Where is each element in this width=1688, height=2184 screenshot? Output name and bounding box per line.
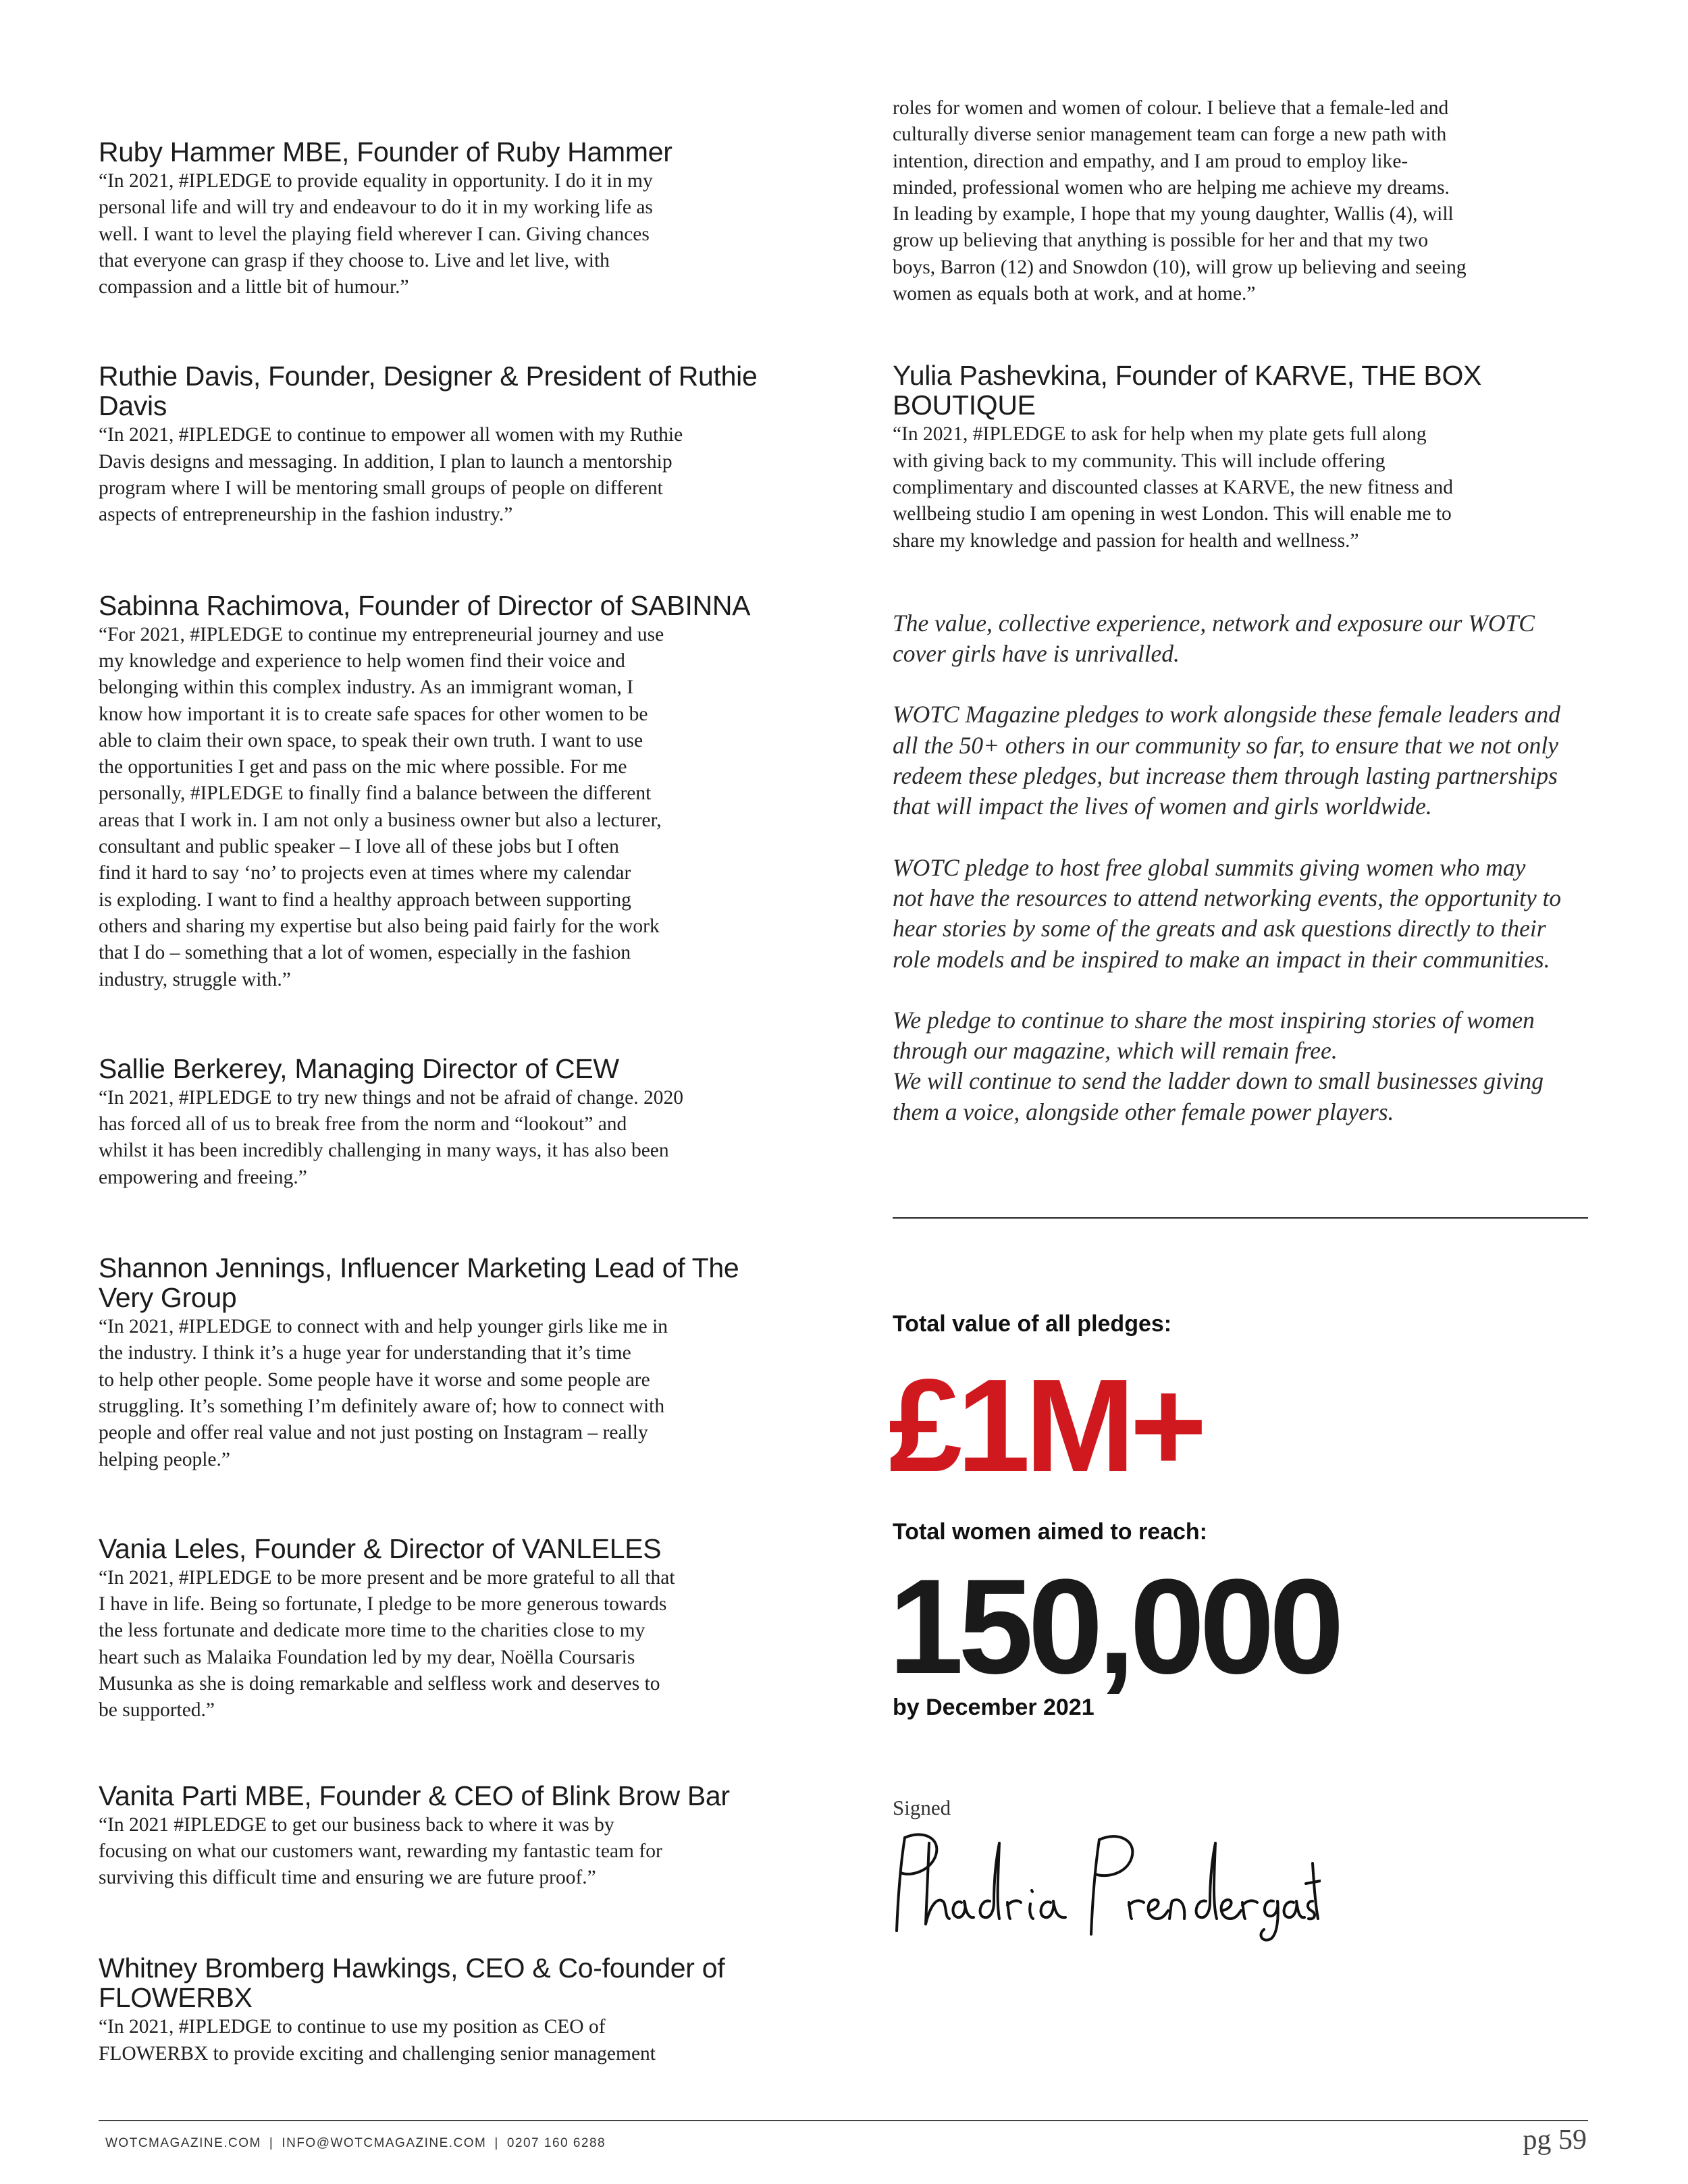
- entry-quote: “In 2021, #IPLEDGE to ask for help when my plate gets full along with giving back to my community. This will include offering complimentary and discounted classes at KARVE, the new fitness and wellbeing studio I am opening in west London. This will enable me to share my knowledge and passion for health and wellness.”: [893, 423, 1453, 552]
- page-number: pg 59: [1523, 2125, 1587, 2156]
- entry-quote: “For 2021, #IPLEDGE to continue my entrepreneurial journey and use my knowledge and experience to help women find their voice and belonging within this complex industry. As an immigrant woman, I know how important it is to create safe spaces for other women to be able to claim their own space, to speak their own truth. I want to use the opportunities I get and pass on the mic where possible. For me personally, #IPLEDGE to finally find a balance between the different areas that I work in. I am not only a business owner but also a lecturer, consultant and public speaker – I love all of these jobs but I often find it hard to say ‘no’ to projects even at times where my calendar is exploding. I want to find a healthy approach between supporting others and sharing my expertise but also being paid fairly for the work that I do – something that a lot of women, especially in the fashion industry, struggle with.”: [99, 623, 664, 990]
- continued-quote: roles for women and women of colour. I believe that a female-led and culturally diverse senior management team can forge a new path with intention, direction and empathy, and I am proud to employ like- minded, professional women who are helping me achieve my dreams. In leading by example, I hope that my young daughter, Wallis (4), will grow up believing that anything is possible for her and that my two boys, Barron (12) and Snowdon (10), will grow up believing and seeing women as equals both at work, and at home.”: [893, 97, 1467, 305]
- entry-quote: “In 2021, #IPLEDGE to provide equality in opportunity. I do it in my personal life and will try and endeavour to do it in my working life as well. I want to level the playing field wherever I can. Giving chances that everyone can grasp if they choose to. Live and let live, with compassion and a little bit of humour.”: [99, 170, 653, 298]
- entry-quote: “In 2021, #IPLEDGE to continue to empower all women with my Ruthie Davis designs and messaging. In addition, I plan to launch a mentorship program where I will be mentoring small groups of people on different aspects of entrepreneurship in the fashion industry.”: [99, 424, 683, 526]
- pledges-total-label: Total value of all pledges:: [893, 1311, 1172, 1337]
- entry-name: Yulia Pashevkina, Founder of KARVE, THE BOX BOUTIQUE: [893, 360, 1482, 421]
- entry-name: Ruby Hammer MBE, Founder of Ruby Hammer: [99, 136, 672, 167]
- pledge-entry-yulia-pashevkina: [893, 361, 1588, 554]
- left-column: [99, 137, 801, 2067]
- entry-name: Ruthie Davis, Founder, Designer & President of Ruthie Davis: [99, 361, 758, 422]
- footer-separator: |: [269, 2136, 274, 2150]
- pledge-entry-vania-leles: [99, 1534, 801, 1724]
- entry-name: Sallie Berkerey, Managing Director of CEW: [99, 1053, 619, 1084]
- section-divider: [893, 1217, 1588, 1219]
- signed-label: Signed: [893, 1796, 951, 1819]
- pledge-entry-vanita-parti: [99, 1781, 801, 1892]
- women-total-value: 150,000: [889, 1551, 1339, 1702]
- pledge-entry-ruthie-davis: [99, 361, 801, 528]
- entry-quote: “In 2021 #IPLEDGE to get our business back to where it was by focusing on what our customers want, rewarding my fantastic team for surviving this difficult time and ensuring we are future proof.”: [99, 1813, 662, 1889]
- footer-website[interactable]: WOTCMAGAZINE.COM: [105, 2136, 261, 2150]
- pledge-entry-whitney-bromberg-hawkings: [99, 1953, 801, 2067]
- pledge-entry-shannon-jennings: [99, 1253, 801, 1473]
- entry-quote: “In 2021, #IPLEDGE to try new things and not be afraid of change. 2020 has forced all of us to break free from the norm and “lookout” and whilst it has been incredibly challenging in many ways, it has also been empowering and freeing.”: [99, 1086, 683, 1188]
- entry-name: Vania Leles, Founder & Director of VANLELES: [99, 1533, 662, 1564]
- pledges-total-value: £1M+: [889, 1352, 1202, 1499]
- wotc-pledges: [893, 608, 1588, 1127]
- pledge-entry-sallie-berkerey: [99, 1054, 801, 1191]
- entry-name: Whitney Bromberg Hawkings, CEO & Co-founder of FLOWERBX: [99, 1952, 725, 2014]
- entry-name: Sabinna Rachimova, Founder of Director of SABINNA: [99, 589, 751, 621]
- footer-separator: |: [494, 2136, 499, 2150]
- pledge-paragraph: WOTC pledge to host free global summits giving women who may not have the resources to attend networking events, the opportunity to hear stories by some of the greats and ask questions directly to their role models and be inspired to make an impact in their communities.: [893, 853, 1562, 973]
- entry-quote: “In 2021, #IPLEDGE to connect with and help younger girls like me in the industry. I think it’s a huge year for understanding that it’s time to help other people. Some people have it worse and some people are struggling. It’s something I’m definitely aware of; how to connect with people and offer real value and not just posting on Instagram – really helping people.”: [99, 1316, 668, 1470]
- women-total-label: Total women aimed to reach:: [893, 1519, 1208, 1545]
- entry-quote: “In 2021, #IPLEDGE to continue to use my position as CEO of FLOWERBX to provide exciting and challenging senior management: [99, 2016, 656, 2065]
- pledge-entry-sabinna-rachimova: [99, 591, 801, 993]
- signature-image: [889, 1823, 1321, 1944]
- pledge-paragraph: We pledge to continue to share the most inspiring stories of women through our magazine, which will remain free. We will continue to send the ladder down to small businesses giving them a voice, alongside other female power players.: [893, 1006, 1544, 1125]
- pledge-entry-ruby-hammer: [99, 137, 801, 300]
- footer-contacts: [105, 2136, 606, 2151]
- entry-name: Shannon Jennings, Influencer Marketing Lead of The Very Group: [99, 1252, 739, 1314]
- pledge-paragraph: WOTC Magazine pledges to work alongside these female leaders and all the 50+ others in our community so far, to ensure that we not only redeem these pledges, but increase them through lasting partnerships that will impact the lives of women and girls worldwide.: [893, 701, 1560, 820]
- right-column: [893, 95, 1588, 1127]
- footer-rule: [99, 2120, 1588, 2121]
- deadline-label: by December 2021: [893, 1695, 1094, 1720]
- entry-quote: “In 2021, #IPLEDGE to be more present and be more grateful to all that I have in life. Being so fortunate, I pledge to be more generous towards the less fortunate and dedicate more time to the charities close to my heart such as Malaika Foundation led by my dear, Noëlla Coursaris Musunka as she is doing remarkable and selfless work and deserves to be supported.”: [99, 1566, 675, 1722]
- footer-email[interactable]: INFO@WOTCMAGAZINE.COM: [282, 2136, 487, 2150]
- pledge-paragraph: The value, collective experience, network and exposure our WOTC cover girls have is unrivalled.: [893, 609, 1535, 668]
- entry-name: Vanita Parti MBE, Founder & CEO of Blink Brow Bar: [99, 1780, 730, 1811]
- footer-phone: 0207 160 6288: [506, 2136, 606, 2150]
